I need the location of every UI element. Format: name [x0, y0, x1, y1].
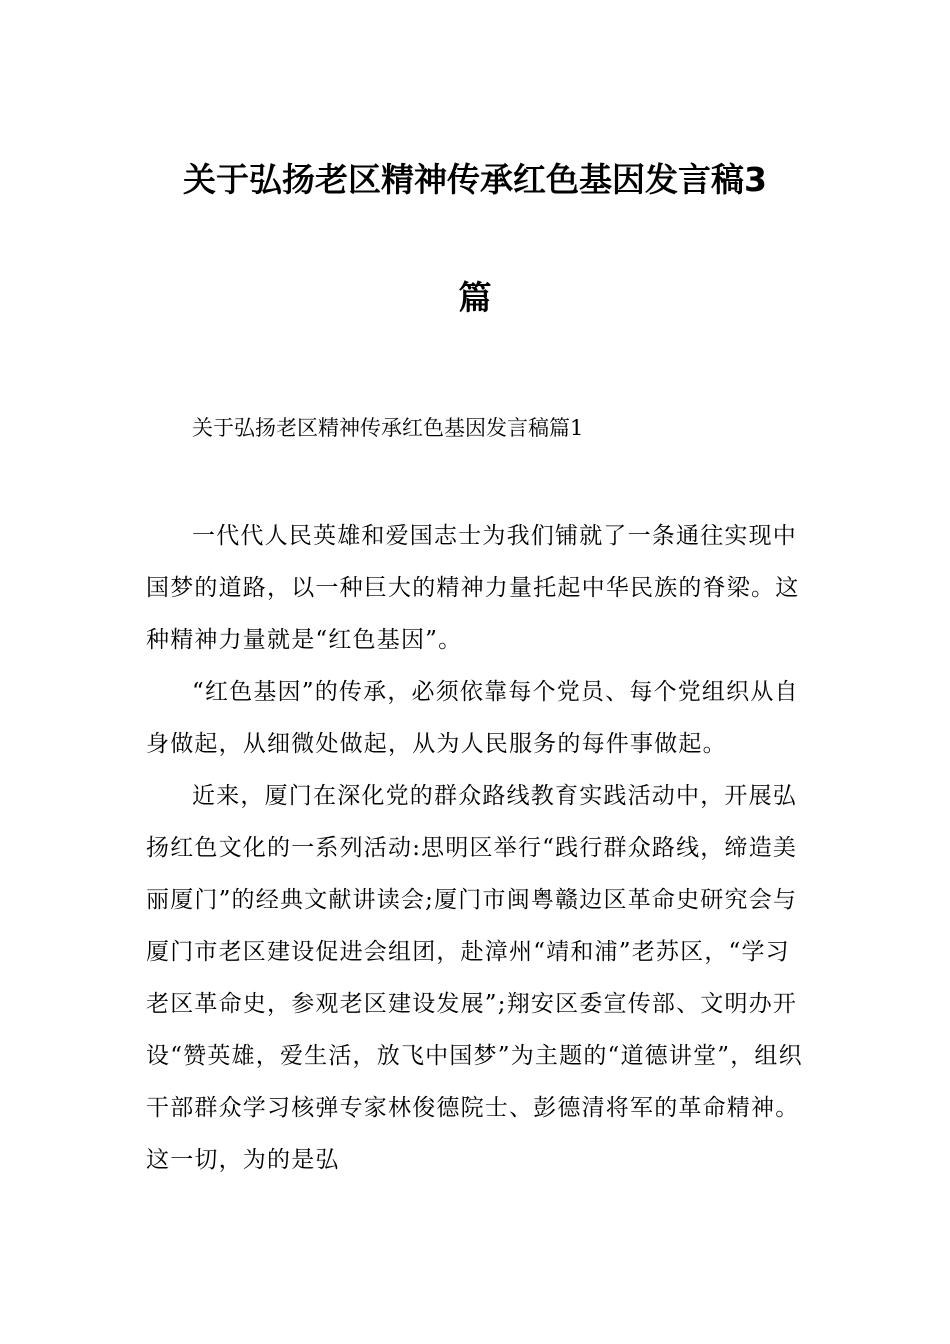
paragraph: 一代代人民英雄和爱国志士为我们铺就了一条通往实现中国梦的道路，以一种巨大的精神力量托起中华民族的脊梁。这种精神力量就是“红色基因”。 [146, 523, 800, 653]
paragraph: “红色基因”的传承，必须依靠每个党员、每个党组织从自身做起，从细微处做起，从为人民服务的每件事做起。 [146, 679, 799, 757]
document-title-line-2: 篇 [458, 278, 492, 317]
body-text [146, 510, 806, 1186]
document-title-line-1: 关于弘扬老区精神传承红色基因发言稿3 [183, 160, 767, 199]
section-heading: 关于弘扬老区精神传承红色基因发言稿篇1 [192, 416, 584, 440]
paragraph: 近来，厦门在深化党的群众路线教育实践活动中，开展弘扬红色文化的一系列活动:思明区举行“践行群众路线，缔造美丽厦门”的经典文献讲读会;厦门市闽粤赣边区革命史研究会与厦门市老区建设促进会组团，赴漳州“靖和浦”老苏区，“学习老区革命史，参观老区建设发展”;翔安区委宣传部、文明办开设“赞英雄，爱生活，放飞中国梦”为主题的“道德讲堂”，组织干部群众学习核弹专家林俊德院士、彭德清将军的革命精神。这一切，为的是弘 [146, 783, 803, 1173]
